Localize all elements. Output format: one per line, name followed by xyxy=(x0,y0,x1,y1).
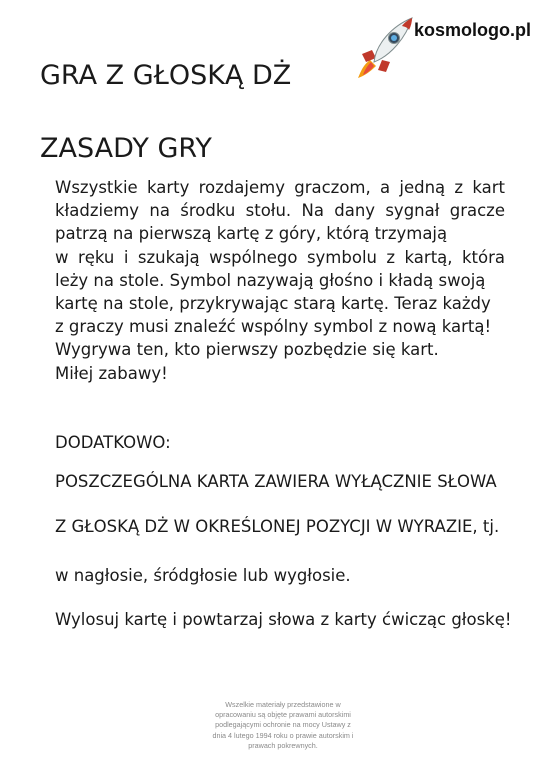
rules-line: kartę na stole, przykrywając starą kartę. Teraz każdy xyxy=(55,294,491,314)
extra-heading: DODATKOWO: xyxy=(55,433,171,452)
rules-line: w ręku i szukają wspólnego symbolu z kartą, która xyxy=(55,247,505,267)
copyright-notice xyxy=(188,700,378,751)
extra-line: w nagłosie, śródgłosie lub wygłosie. xyxy=(55,566,351,585)
rules-line: kładziemy na środku stołu. Na dany sygnał gracze xyxy=(55,201,505,221)
footer-line: dnia 4 lutego 1994 roku o prawie autorskim i xyxy=(212,730,354,740)
logo-text: kosmologo.pl xyxy=(414,20,531,40)
rules-line: Wygrywa ten, kto pierwszy pozbędzie się kart. xyxy=(55,340,439,360)
rules-line: z graczy musi znaleźć wspólny symbol z nową kartą! xyxy=(55,317,492,337)
rules-line: Wszystkie karty rozdajemy graczom, a jedną z kart xyxy=(55,178,505,197)
rules-line: leży na stole. Symbol nazywają głośno i kładą swoją xyxy=(55,270,486,290)
footer-line: prawach pokrewnych. xyxy=(248,740,318,750)
logo xyxy=(356,14,546,84)
extra-line: Z GŁOSKĄ DŻ W OKREŚLONEJ POZYCJI W WYRAZIE, tj. xyxy=(55,517,500,536)
footer-line: podlegającymi ochronie na mocy Ustawy z xyxy=(215,720,351,730)
rules-heading: ZASADY GRY xyxy=(40,133,212,164)
rules-line: patrzą na pierwszą kartę z góry, którą trzymają xyxy=(55,224,448,244)
footer-line: opracowaniu są objęte prawami autorskimi xyxy=(215,710,351,720)
rocket-icon xyxy=(356,14,416,80)
rules-text xyxy=(55,176,505,385)
page-title: GRA Z GŁOSKĄ DŻ xyxy=(40,60,292,91)
footer-line: Wszelkie materiały przedstawione w xyxy=(225,700,341,709)
rules-line: Miłej zabawy! xyxy=(55,363,168,383)
extra-line: Wylosuj kartę i powtarzaj słowa z karty ćwicząc głoskę! xyxy=(55,610,512,629)
extra-line: POSZCZEGÓLNA KARTA ZAWIERA WYŁĄCZNIE SŁOWA xyxy=(55,472,497,491)
